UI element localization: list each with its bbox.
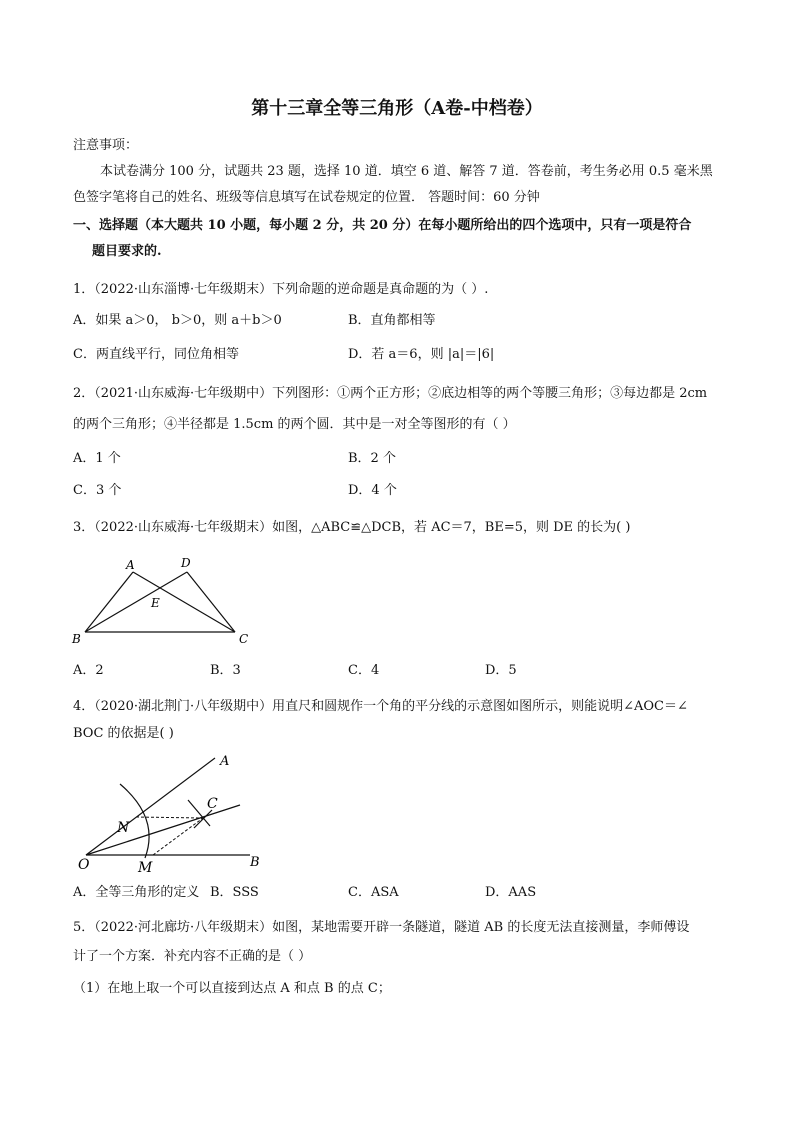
q2-stem-line-2: 的两个三角形；④半径都是 1.5cm 的两个圆．其中是一对全等图形的有（ ） xyxy=(73,417,516,432)
q3-label-a: A xyxy=(126,558,135,572)
q5-step-1: （1）在地上取一个可以直接到达点 A 和点 B 的点 C； xyxy=(73,981,391,996)
notice-line-1: 本试卷满分 100 分，试题共 23 题，选择 10 道．填空 6 道、解答 7 道．答卷前，考生务必用 0.5 毫米黑 xyxy=(100,164,713,179)
q3-option-d: D．5 xyxy=(485,663,517,678)
notice-line-2: 色签字笔将自己的姓名、班级等信息填写在试卷规定的位置． 答题时间：60 分钟 xyxy=(73,190,540,205)
q3-label-c: C xyxy=(239,632,249,646)
q3-label-b: B xyxy=(72,632,81,646)
q2-option-b: B．2 个 xyxy=(348,451,396,466)
q2-option-c: C．3 个 xyxy=(73,483,122,498)
q4-option-c: C．ASA xyxy=(348,885,399,900)
q5-stem-line-2: 计了一个方案．补充内容不正确的是（ ） xyxy=(73,949,312,964)
q3-segment-ba xyxy=(85,572,133,632)
q1-option-a: A．如果 a＞0， b＞0，则 a＋b＞0 xyxy=(73,313,282,328)
q4-label-a: A xyxy=(220,754,230,769)
q2-option-d: D．4 个 xyxy=(348,483,397,498)
q4-option-d: D．AAS xyxy=(485,885,537,900)
q4-stem-line-1: 4．（2020·湖北荆门·八年级期中）用直尺和圆规作一个角的平分线的示意图如图所示，则能说明∠AOC＝∠ xyxy=(73,699,688,714)
section-1-heading-line-2: 题目要求的. xyxy=(92,244,162,259)
q1-option-b: B．直角都相等 xyxy=(348,313,436,328)
section-1-heading-line-1: 一、选择题（本大题共 10 小题，每小题 2 分，共 20 分）在每小题所给出的四个选项中，只有一项是符合 xyxy=(73,218,692,233)
q1-stem: 1．（2022·山东淄博·七年级期末）下列命题的逆命题是真命题的为（ ）. xyxy=(73,282,489,297)
q3-stem: 3．（2022·山东威海·七年级期末）如图，△ABC≌△DCB，若 AC＝7，BE=5，则 DE 的长为( ) xyxy=(73,520,631,535)
q3-label-d: D xyxy=(181,556,191,570)
q3-segment-ac xyxy=(133,572,235,632)
q3-segment-bd xyxy=(85,572,187,632)
q4-label-n: N xyxy=(117,820,130,836)
q3-option-b: B．3 xyxy=(210,663,241,678)
q2-option-a: A．1 个 xyxy=(73,451,121,466)
q3-label-e: E xyxy=(151,596,160,610)
q3-segment-dc xyxy=(187,572,235,632)
q4-dashed-mc xyxy=(153,818,203,855)
page-title: 第十三章全等三角形（A卷-中档卷） xyxy=(251,98,543,119)
q4-label-m: M xyxy=(138,860,153,876)
q4-label-c: C xyxy=(207,796,218,812)
q4-angle-bisector-figure xyxy=(70,748,280,876)
q1-option-c: C．两直线平行，同位角相等 xyxy=(73,347,239,362)
q4-label-o: O xyxy=(78,857,90,873)
q5-stem-line-1: 5．（2022·河北廊坊·八年级期末）如图，某地需要开辟一条隧道，隧道 AB 的长度无法直接测量，李师傅设 xyxy=(73,920,690,935)
q3-option-c: C．4 xyxy=(348,663,380,678)
q2-stem-line-1: 2．（2021·山东威海·七年级期中）下列图形：①两个正方形；②底边相等的两个等腰三角形；③每边都是 2cm xyxy=(73,386,708,401)
notice-heading: 注意事项： xyxy=(73,138,139,153)
q1-option-d: D．若 a＝6，则 |a|＝|6| xyxy=(348,347,495,362)
q3-option-a: A．2 xyxy=(73,663,104,678)
q4-stem-line-2: BOC 的依据是( ) xyxy=(73,726,174,741)
q3-triangle-figure xyxy=(60,550,270,655)
q4-option-a: A．全等三角形的定义 xyxy=(73,885,200,900)
q4-option-b: B．SSS xyxy=(210,885,259,900)
q4-label-b: B xyxy=(250,855,260,870)
q4-ray-oa xyxy=(86,758,215,855)
